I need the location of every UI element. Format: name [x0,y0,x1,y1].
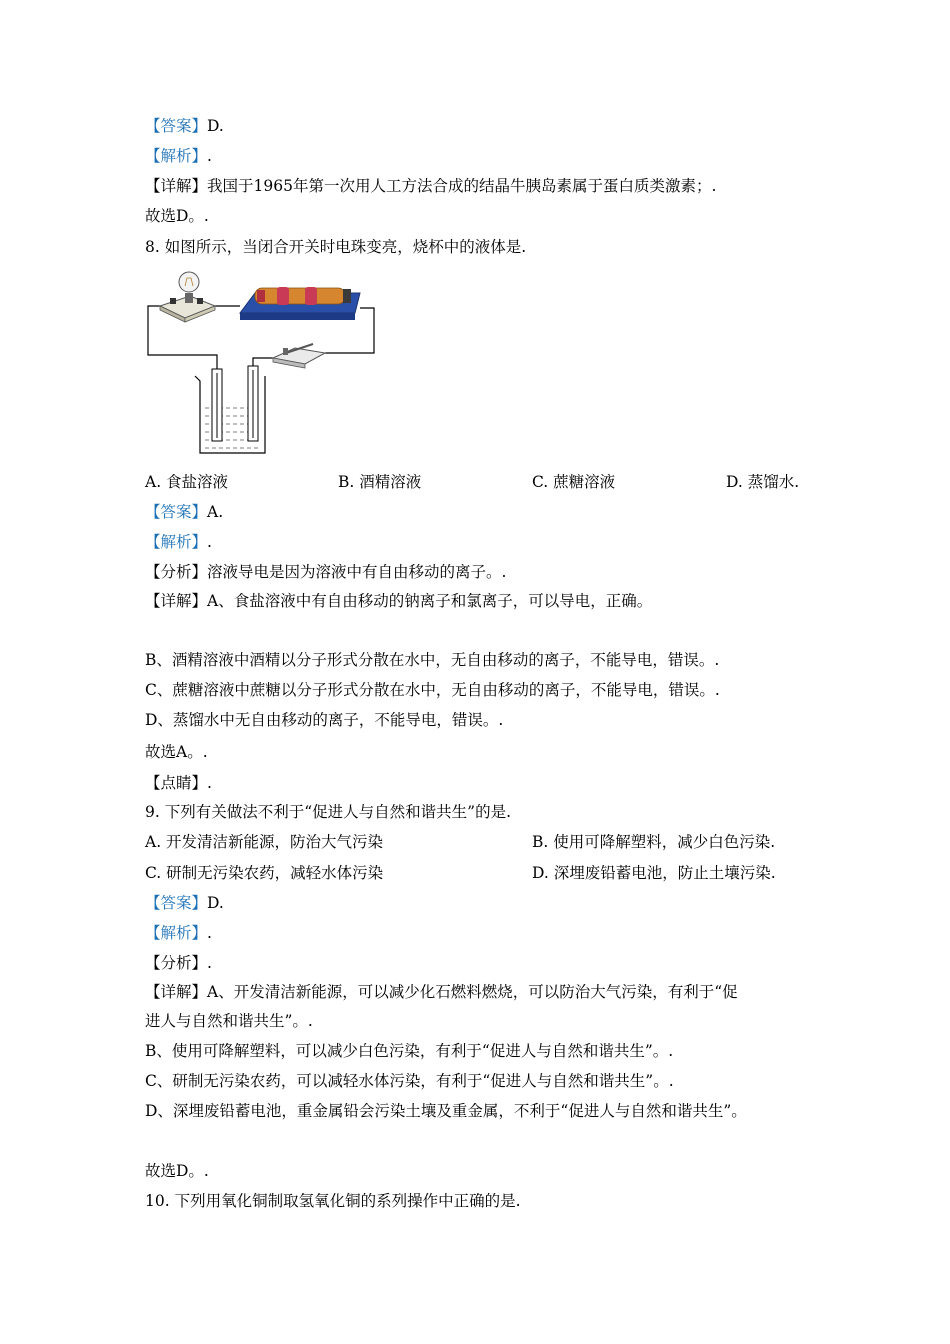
conclusion-line: 故选D。. [145,207,209,225]
detail-line: 【详解】A、食盐溶液中有自由移动的钠离子和氯离子，可以导电，正确。 [145,592,653,610]
fenxi-line: 【分析】溶液导电是因为溶液中有自由移动的离子。. [145,563,507,581]
answer-value: D. [207,894,224,912]
option-c: C. 研制无污染农药，减轻水体污染 [145,864,384,882]
answer-line [145,892,224,914]
option-a: A. 食盐溶液 [145,473,229,491]
analysis-tag: 【解析】 [145,147,208,165]
fenxi-line: 【分析】. [145,954,212,972]
analysis-line: 【解析】. [145,147,212,165]
answer-tag: 【答案】 [145,117,208,135]
detail-line: 【详解】A、开发清洁新能源，可以减少化石燃料燃烧，可以防治大气污染，有利于“促 [145,983,738,1001]
answer-value: D. [207,117,224,135]
conclusion-line: 故选D。. [145,1162,209,1180]
analysis-tag: 【解析】 [145,924,208,942]
option-b: B. 使用可降解塑料，减少白色污染. [532,833,776,851]
option-b: B. 酒精溶液 [338,473,422,491]
conclusion-line: 故选A。. [145,743,208,761]
explanation-c: C、研制无污染农药，可以减轻水体污染，有利于“促进人与自然和谐共生”。. [145,1072,674,1090]
circuit-diagram [145,268,385,463]
answer-line [145,115,224,137]
question-stem-9: 9. 下列有关做法不利于“促进人与自然和谐共生”的是. [145,803,511,821]
detail-line-cont: 进人与自然和谐共生”。. [145,1012,313,1030]
option-d: D. 深埋废铅蓄电池，防止土壤污染. [532,864,776,882]
analysis-tag: 【解析】 [145,533,208,551]
answer-tag: 【答案】 [145,894,208,912]
analysis-line: 【解析】. [145,924,212,942]
explanation-d: D、蒸馏水中无自由移动的离子，不能导电，错误。. [145,711,504,729]
question-stem-8: 8. 如图所示，当闭合开关时电珠变亮，烧杯中的液体是. [145,238,527,256]
explanation-b: B、酒精溶液中酒精以分子形式分散在水中，无自由移动的离子，不能导电，错误。. [145,651,720,669]
answer-tag: 【答案】 [145,503,208,521]
explanation-b: B、使用可降解塑料，可以减少白色污染，有利于“促进人与自然和谐共生”。. [145,1042,674,1060]
option-a: A. 开发清洁新能源，防治大气污染 [145,833,384,851]
option-d: D. 蒸馏水. [726,473,800,491]
answer-value: A. [207,503,224,521]
dianjing-line: 【点睛】. [145,774,212,792]
option-c: C. 蔗糖溶液 [532,473,616,491]
analysis-line: 【解析】. [145,533,212,551]
answer-line [145,501,223,523]
explanation-d: D、深埋废铅蓄电池，重金属铅会污染土壤及重金属，不利于“促进人与自然和谐共生”。 [145,1102,747,1120]
detail-line: 【详解】我国于1965年第一次用人工方法合成的结晶牛胰岛素属于蛋白质类激素；. [145,177,717,195]
question-stem-10: 10. 下列用氧化铜制取氢氧化铜的系列操作中正确的是. [145,1192,521,1210]
explanation-c: C、蔗糖溶液中蔗糖以分子形式分散在水中，无自由移动的离子，不能导电，错误。. [145,681,720,699]
